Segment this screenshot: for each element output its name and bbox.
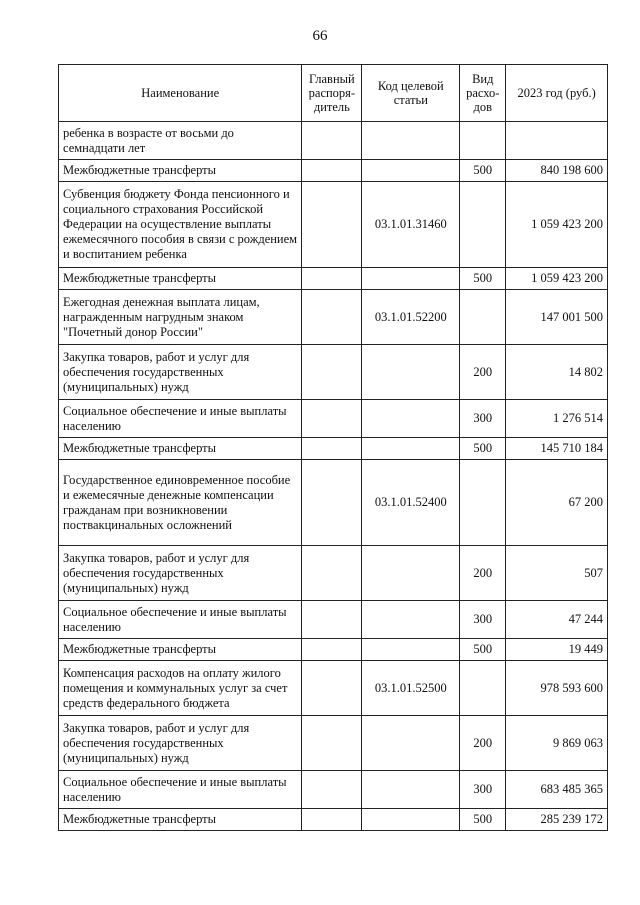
cell-glav (302, 460, 362, 546)
cell-glav (302, 160, 362, 182)
cell-vid (460, 182, 506, 268)
cell-code (362, 546, 460, 601)
cell-name: Социальное обеспечение и иные выплаты населению (59, 771, 302, 809)
cell-vid: 500 (460, 809, 506, 831)
cell-sum: 1 276 514 (506, 400, 608, 438)
cell-code (362, 809, 460, 831)
cell-sum: 683 485 365 (506, 771, 608, 809)
cell-name: Закупка товаров, работ и услуг для обеспечения государственных (муниципальных) нужд (59, 345, 302, 400)
cell-glav (302, 546, 362, 601)
cell-sum: 507 (506, 546, 608, 601)
cell-code: 03.1.01.52200 (362, 290, 460, 345)
cell-name: Социальное обеспечение и иные выплаты населению (59, 601, 302, 639)
cell-code (362, 601, 460, 639)
cell-name: Межбюджетные трансферты (59, 809, 302, 831)
cell-sum: 1 059 423 200 (506, 268, 608, 290)
cell-code (362, 345, 460, 400)
cell-vid (460, 460, 506, 546)
table-row (59, 438, 608, 460)
cell-glav (302, 438, 362, 460)
table-row (59, 716, 608, 771)
cell-sum: 67 200 (506, 460, 608, 546)
cell-vid: 500 (460, 160, 506, 182)
cell-sum: 1 059 423 200 (506, 182, 608, 268)
cell-code (362, 438, 460, 460)
table-row (59, 460, 608, 546)
cell-name: Закупка товаров, работ и услуг для обеспечения государственных (муниципальных) нужд (59, 546, 302, 601)
table-row (59, 268, 608, 290)
cell-name: Межбюджетные трансферты (59, 438, 302, 460)
table-row (59, 601, 608, 639)
cell-glav (302, 639, 362, 661)
cell-glav (302, 601, 362, 639)
table-row (59, 771, 608, 809)
cell-vid (460, 661, 506, 716)
header-code: Код целевой статьи (362, 65, 460, 122)
table-row (59, 546, 608, 601)
cell-glav (302, 345, 362, 400)
header-name: Наименование (59, 65, 302, 122)
cell-glav (302, 716, 362, 771)
cell-code (362, 716, 460, 771)
table-row (59, 290, 608, 345)
cell-sum: 47 244 (506, 601, 608, 639)
cell-name: Межбюджетные трансферты (59, 160, 302, 182)
cell-vid: 500 (460, 268, 506, 290)
budget-table (58, 64, 608, 831)
cell-code (362, 639, 460, 661)
page-number: 66 (312, 28, 328, 44)
cell-vid: 500 (460, 438, 506, 460)
cell-glav (302, 122, 362, 160)
cell-code (362, 268, 460, 290)
cell-glav (302, 290, 362, 345)
cell-sum (506, 122, 608, 160)
cell-code: 03.1.01.52500 (362, 661, 460, 716)
cell-code (362, 160, 460, 182)
cell-code: 03.1.01.31460 (362, 182, 460, 268)
cell-name: Компенсация расходов на оплату жилого помещения и коммунальных услуг за счет средств федерального бюджета (59, 661, 302, 716)
cell-glav (302, 809, 362, 831)
table-row (59, 160, 608, 182)
cell-name: Закупка товаров, работ и услуг для обеспечения государственных (муниципальных) нужд (59, 716, 302, 771)
cell-name: Межбюджетные трансферты (59, 639, 302, 661)
table-row (59, 639, 608, 661)
cell-vid: 200 (460, 546, 506, 601)
table-row (59, 345, 608, 400)
table-header-row (59, 65, 608, 122)
cell-name: Государственное единовременное пособие и ежемесячные денежные компенсации гражданам при возникновении поствакцинальных осложнений (59, 460, 302, 546)
table-row (59, 809, 608, 831)
cell-code (362, 771, 460, 809)
cell-glav (302, 771, 362, 809)
table-row (59, 661, 608, 716)
cell-name: ребенка в возрасте от восьми до семнадцати лет (59, 122, 302, 160)
table-row (59, 182, 608, 268)
cell-name: Межбюджетные трансферты (59, 268, 302, 290)
cell-sum: 9 869 063 (506, 716, 608, 771)
cell-name: Субвенция бюджету Фонда пенсионного и социального страхования Российской Федерации на осуществление выплаты ежемесячного пособия в связи с рождением и воспитанием ребенка (59, 182, 302, 268)
cell-sum: 147 001 500 (506, 290, 608, 345)
header-sum: 2023 год (руб.) (506, 65, 608, 122)
header-glav: Главный распоря-дитель (302, 65, 362, 122)
table-row (59, 122, 608, 160)
cell-vid: 300 (460, 601, 506, 639)
cell-sum: 19 449 (506, 639, 608, 661)
cell-sum: 285 239 172 (506, 809, 608, 831)
cell-code (362, 122, 460, 160)
cell-vid: 200 (460, 716, 506, 771)
cell-vid: 300 (460, 400, 506, 438)
table-row (59, 400, 608, 438)
cell-sum: 840 198 600 (506, 160, 608, 182)
cell-code (362, 400, 460, 438)
cell-sum: 145 710 184 (506, 438, 608, 460)
cell-code: 03.1.01.52400 (362, 460, 460, 546)
cell-vid: 500 (460, 639, 506, 661)
cell-glav (302, 268, 362, 290)
header-vid: Вид расхо-дов (460, 65, 506, 122)
cell-vid (460, 290, 506, 345)
cell-name: Ежегодная денежная выплата лицам, награжденным нагрудным знаком "Почетный донор России" (59, 290, 302, 345)
cell-vid (460, 122, 506, 160)
cell-vid: 200 (460, 345, 506, 400)
cell-glav (302, 400, 362, 438)
cell-name: Социальное обеспечение и иные выплаты населению (59, 400, 302, 438)
cell-glav (302, 182, 362, 268)
cell-glav (302, 661, 362, 716)
cell-vid: 300 (460, 771, 506, 809)
cell-sum: 978 593 600 (506, 661, 608, 716)
cell-sum: 14 802 (506, 345, 608, 400)
